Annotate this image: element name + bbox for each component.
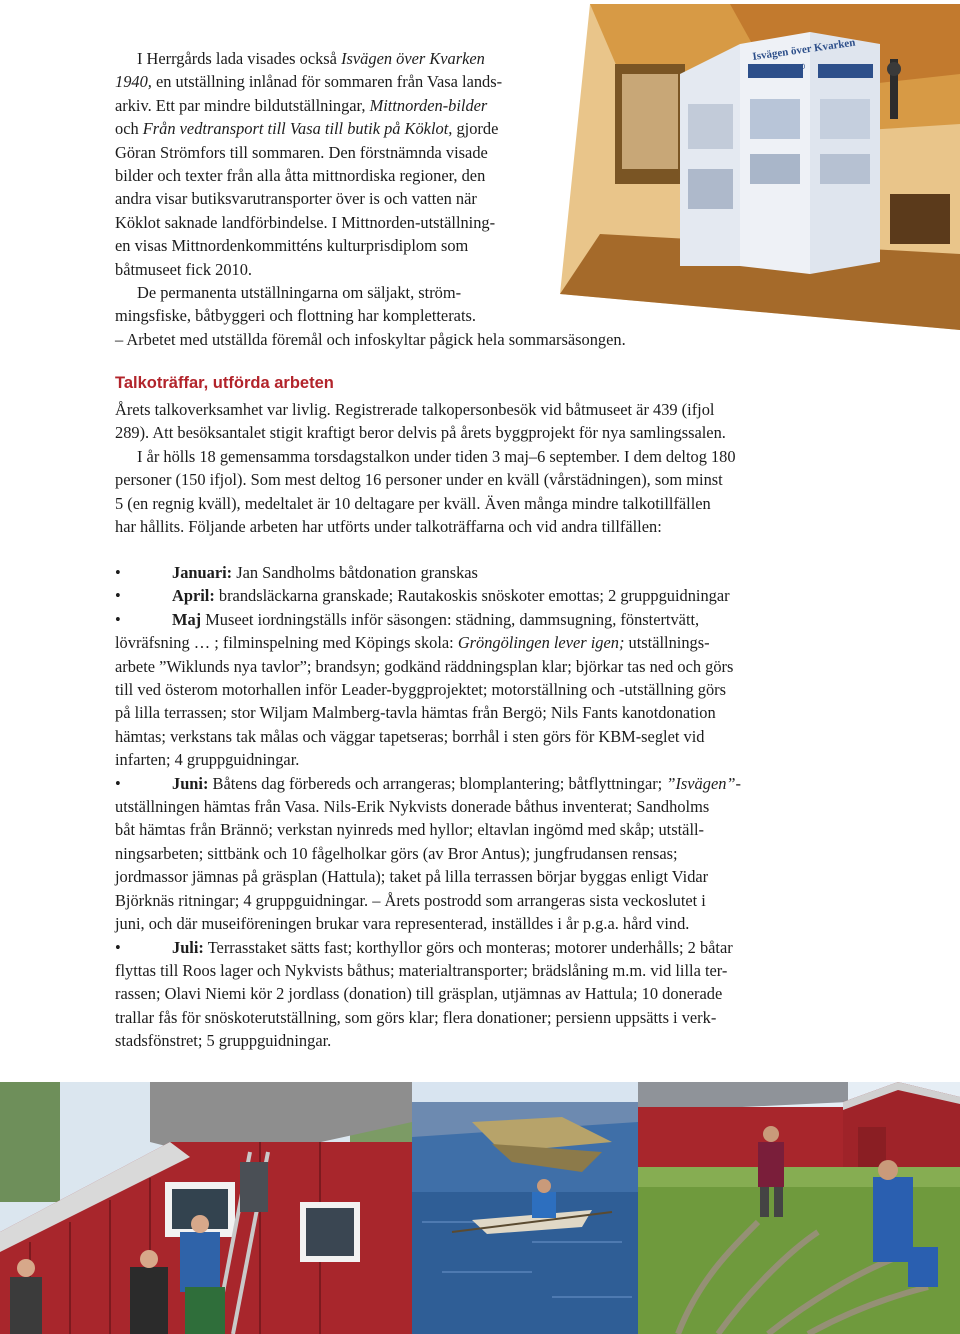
list-item-januari: • Januari: Jan Sandholms båtdonation granskas <box>115 561 741 584</box>
list-item-juni: • Juni: Båtens dag förbereds och arrangeras; blomplantering; båtflyttningar; ”Isvägen”- <box>115 772 741 795</box>
list-item-juli: • Juli: Terrasstaket sätts fast; korthyllor görs och monteras; motorer underhålls; 2 båtar <box>115 936 741 959</box>
work-list: • Januari: Jan Sandholms båtdonation granskas • April: brandsläckarna granskade; Rautakoskis snöskoter emottas; 2 gruppguidningar • Maj Museet iordningställs inför säsongen: städning, dammsugning, fönstertvätt, lövräfsning … ; filminspelning med Köpings skola: Gröngölingen lever igen; utställnings- arbete ”Wiklunds nya tavlor”; brandsyn; godkänd räddningsplan klar; björkar tas ned och görs till ved österom motorhallen inför Leader-byggprojektet; motorställning och -utställning görs på lilla terrassen; stor Wiljam Malmberg-tavla hämtas från Bergö; Nils Fants kanotdonation hämtas; verkstans tak målas och väggar tapetseras; borrhål i sten görs för KBM-seglet vid infarten; 4 gruppguidningar. • Juni: Båtens dag förbereds och arrangeras; blomplantering; båtflyttningar; ”Isvägen”- utställningen hämtas från Vasa. Nils-Erik Nykvists donerade båthus inventerat; Sandholms båt hämtas från Brännö; verkstan nyinreds med hyllor; eltavlan ingömd med skåp; utställ- ningsarbeten; sittbänk och 10 fågelholkar görs (av Bror Antus); jungfrudansen rensas; jordmassor jämnas på gräsplan (Hattula); taket på lilla terrassen börjar byggas enligt Vidar Björknäs ritningar; 4 gruppguidningar. – Årets postrodd som arrangeras sista veckoslutet i juni, och där museiföreningen brukar vara representerad, inställdes i år p.g.a. hård vind. • Juli: Terrasstaket sätts fast; korthyllor görs och monteras; motorer underhålls; 2 båtar flyttas till Roos lager och Nykvists båthus; materialtransporter; brädslåning m.m. vid lilla ter- rassen; Olavi Niemi kör 2 jordlass (donation) till gräsplan, utjämnas av Hattula; 10 donerade trallar fås för snöskoterutställning, som görs klar; flera donationer; persienn uppsätts i verk- stadsfönstret; 5 gruppguidningar. <box>115 563 742 1051</box>
exhibition-photo <box>560 4 960 330</box>
section-paragraph: Årets talkoverksamhet var livlig. Registrerade talkopersonbesök vid båtmuseet är 439 (ifjol 289). Att besöksantalet stigit kraftigt beror delvis på årets byggprojekt för nya samlingssalen. I år hölls 18 gemensamma torsdagstalkon under tiden 3 maj–6 september. I dem deltog 180 personer (150 ifjol). Som mest deltog 16 personer under en kväll (vårstädningen), som minst 5 (en regnig kväll), medeltalet är 10 deltagare per kväll. Även många mindre talkotillfällen har hållits. Följande arbeten har utförts under talkoträffarna och vid andra tillfällen: <box>115 400 736 537</box>
fishing-nets-photo <box>638 1082 960 1334</box>
bullet: • <box>115 609 121 629</box>
workers-shed-photo <box>0 1082 412 1334</box>
panel-title-text: Isvägen över Kvarken <box>751 36 857 63</box>
rowing-boat-photo <box>412 1082 638 1334</box>
bullet: • <box>115 773 121 793</box>
section-heading: Talkoträffar, utförda arbeten <box>115 374 334 392</box>
bullet: • <box>115 586 121 606</box>
intro-paragraph: I Herrgårds lada visades också Isvägen över Kvarken 1940, en utställning inlånad för sommaren från Vasa lands- arkiv. Ett par mindre bildutställningar, Mittnorden-bilder och Från vedtransport till Vasa till butik på Köklot, gjorde Göran Strömfors till sommaren. Den förstnämnda visade bilder och texter från alla åtta mittnordiska regioner, den andra visar butiksvarutransporter över is och vatten när Köklot saknade landförbindelse. I Mittnorden-utställning- en visas Mittnordenkommitténs kulturprisdiplom som båtmuseet fick 2010. De permanenta utställningarna om säljakt, ström- mingsfiske, båtbyggeri och flottning har kompletterats. – Arbetet med utställda föremål och infoskyltar pågick hela sommarsäsongen. <box>115 49 626 349</box>
list-item-maj: • Maj Museet iordningställs inför säsongen: städning, dammsugning, fönstertvätt, <box>115 608 741 631</box>
bullet: • <box>115 937 121 957</box>
bullet: • <box>115 563 121 582</box>
list-item-april: • April: brandsläckarna granskade; Rautakoskis snöskoter emottas; 2 gruppguidningar <box>115 584 741 607</box>
panel-subtitle-text: 3.–21.3.1940 <box>764 63 806 76</box>
